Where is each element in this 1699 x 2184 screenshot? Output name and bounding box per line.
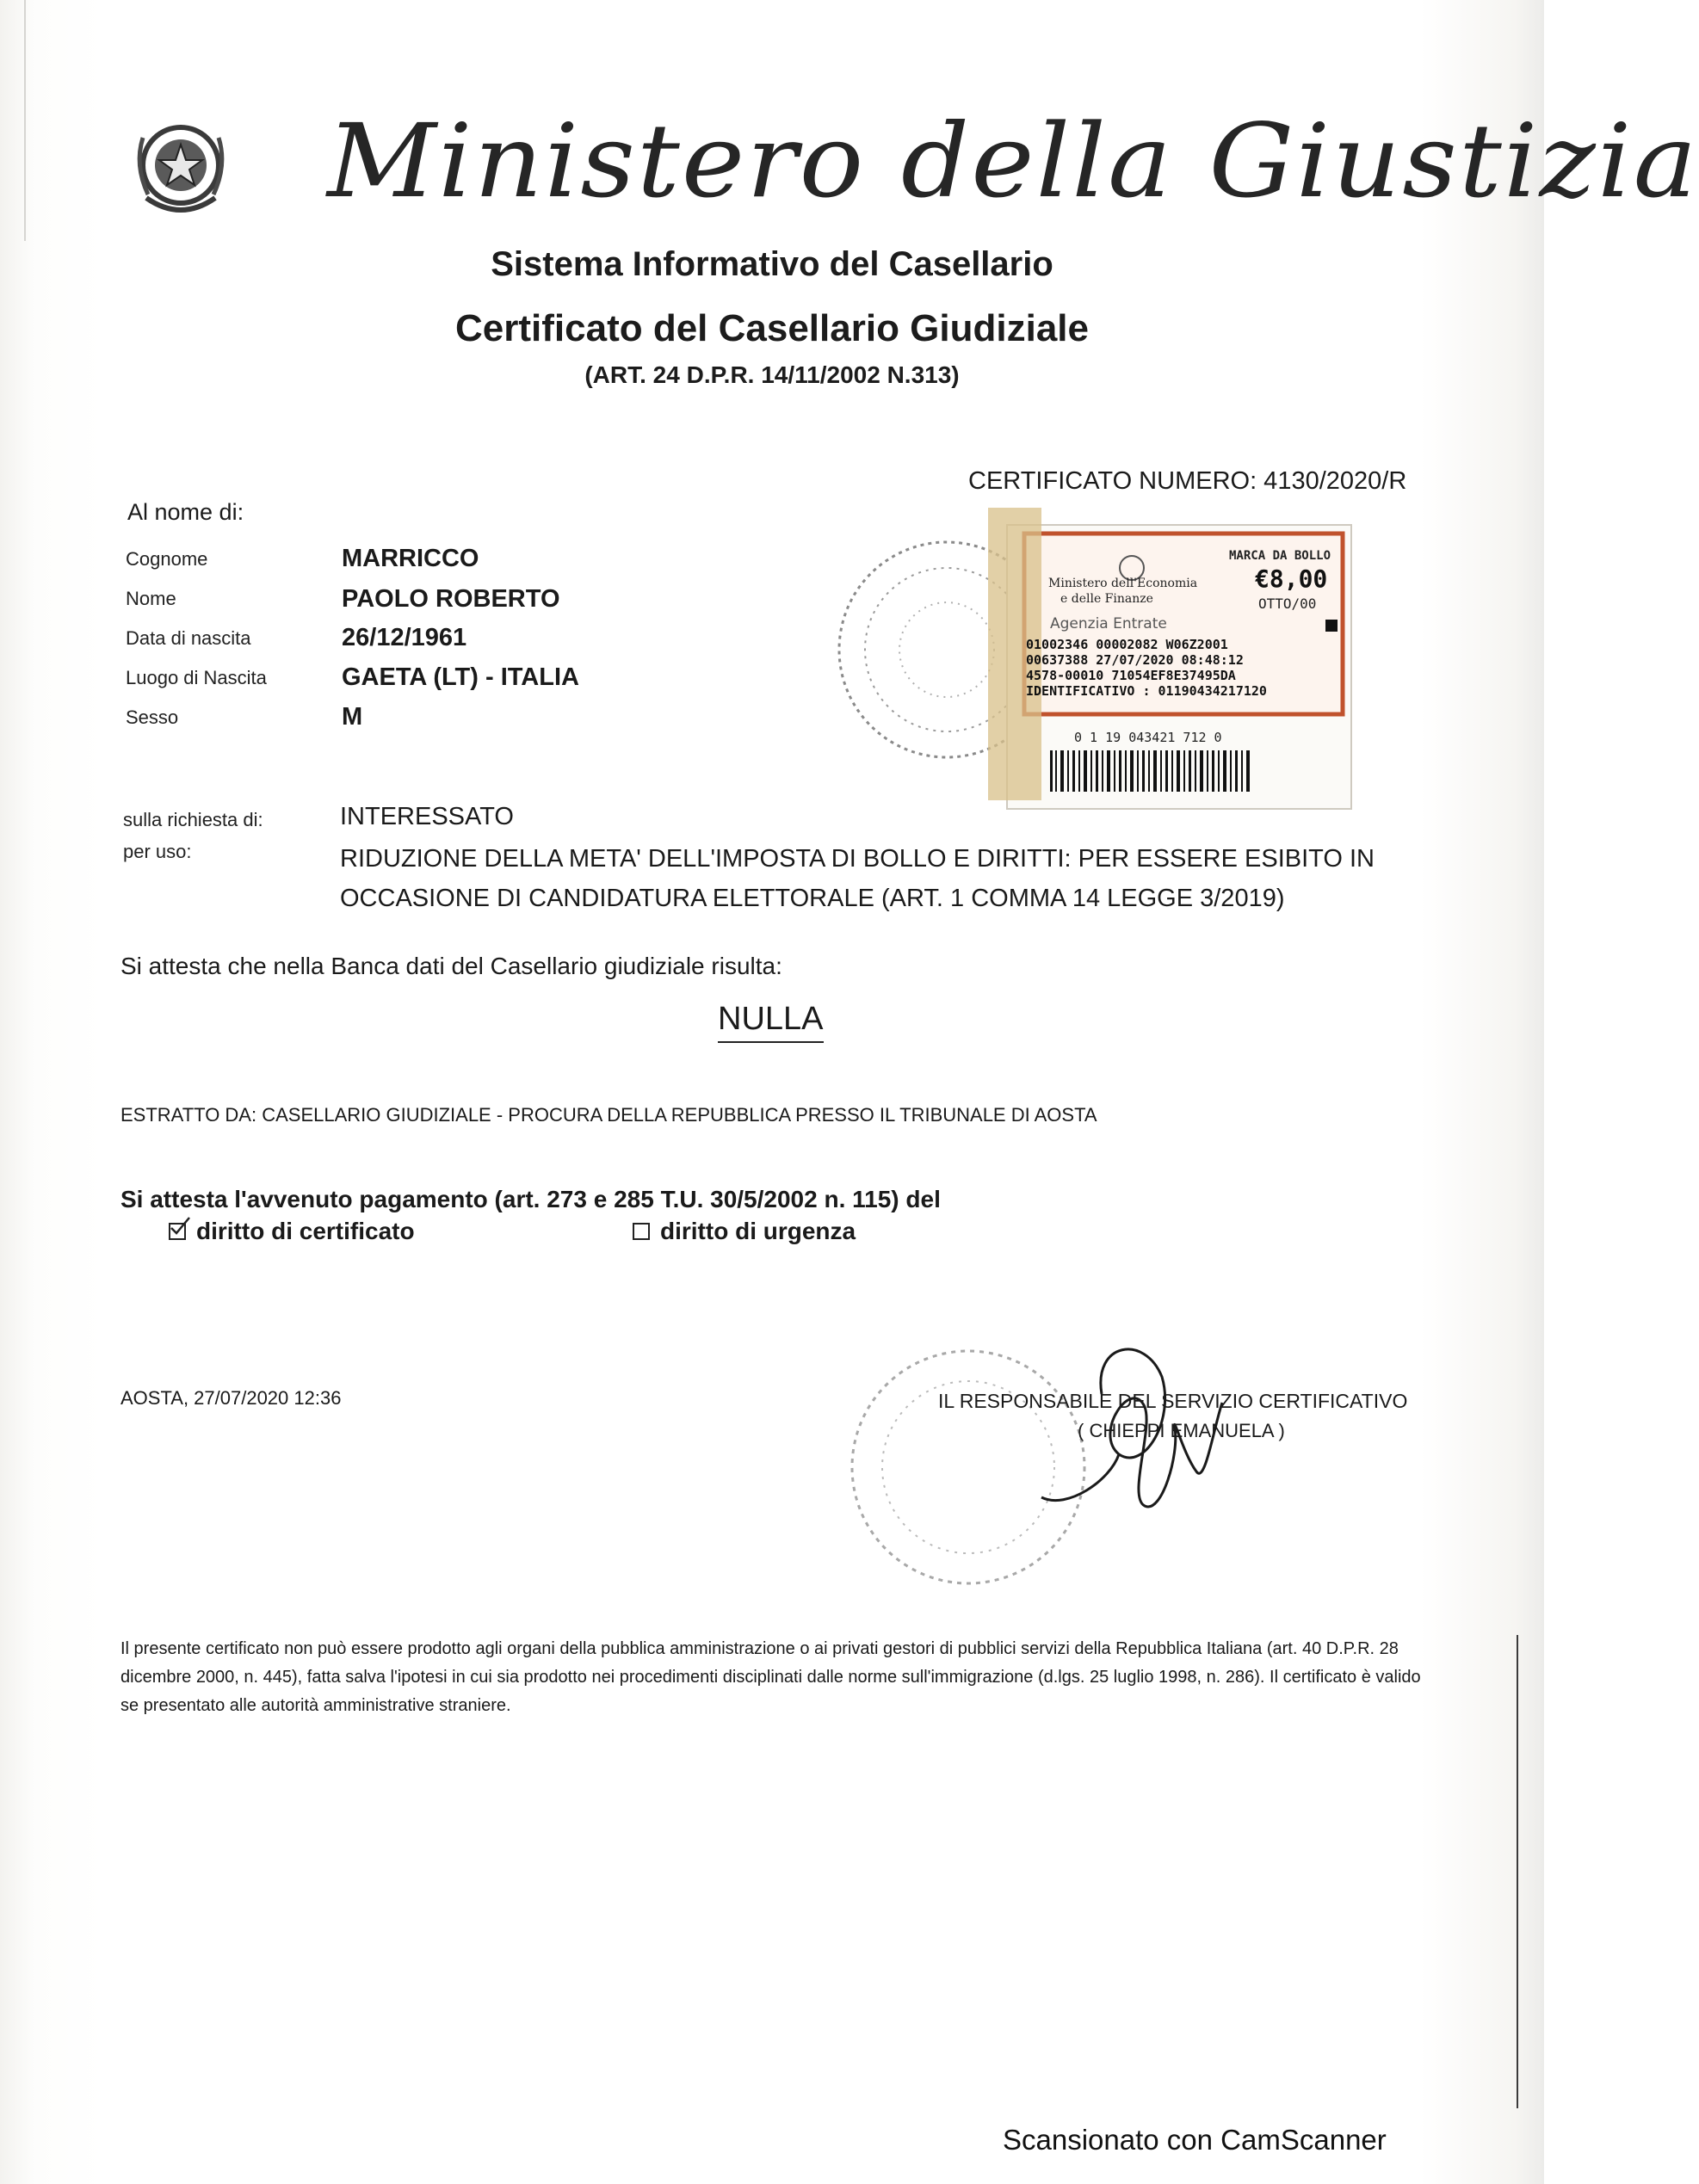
ministry-title: Ministero della Giustizia (327, 102, 1699, 220)
system-title: Sistema Informativo del Casellario (491, 245, 1053, 283)
place-date: AOSTA, 27/07/2020 12:36 (120, 1387, 342, 1409)
requested-by-label: sulla richiesta di: (123, 809, 263, 830)
field-value-name: PAOLO ROBERTO (342, 585, 560, 613)
stamp-code-row2: 00637388 27/07/2020 08:48:12 (1026, 652, 1244, 668)
stamp-code-row3: 4578-00010 71054EF8E37495DA (1026, 668, 1236, 683)
signatory-role: IL RESPONSABILE DEL SERVIZIO CERTIFICATIVO (938, 1390, 1408, 1412)
requested-by-value: INTERESSATO (340, 803, 514, 830)
stamp-issuer-line1: Ministero dell'Economia (1048, 577, 1198, 590)
stamp-amount-words: OTTO/00 (1258, 595, 1317, 612)
result-value: NULLA (718, 1001, 824, 1043)
stamp-barcode-number: 0 1 19 043421 712 0 (1074, 730, 1222, 745)
law-reference: (ART. 24 D.P.R. 14/11/2002 N.313) (584, 361, 960, 388)
certificate-number: CERTIFICATO NUMERO: 4130/2020/R (968, 467, 1407, 495)
extract-source: ESTRATTO DA: CASELLARIO GIUDIZIALE - PROCURA DELLA REPUBBLICA PRESSO IL TRIBUNALE DI AOSTA (120, 1104, 1097, 1126)
signature-seal (835, 1325, 1317, 1609)
use-line-1: RIDUZIONE DELLA META' DELL'IMPOSTA DI BOLLO E DIRITTI: PER ESSERE ESIBITO IN (340, 845, 1375, 873)
payment-option-certificate (169, 1218, 415, 1245)
left-scan-edge (24, 0, 26, 241)
field-value-sex: M (342, 703, 363, 731)
field-value-surname: MARRICCO (342, 545, 479, 572)
revenue-stamp (835, 508, 1368, 809)
stamp-agency: Agenzia Entrate (1050, 615, 1167, 632)
field-label-surname: Cognome (126, 548, 208, 570)
payment-statement: Si attesta l'avvenuto pagamento (art. 273 e 285 T.U. 30/5/2002 n. 115) del (120, 1186, 941, 1212)
use-label: per uso: (123, 841, 192, 862)
certificate-title: Certificato del Casellario Giudiziale (455, 307, 1089, 349)
scanner-watermark: Scansionato con CamScanner (1003, 2124, 1387, 2156)
field-value-birthdate: 26/12/1961 (342, 624, 467, 651)
payment-option-urgency (633, 1218, 856, 1245)
stamp-amount: €8,00 (1255, 565, 1328, 593)
stamp-code-row4: IDENTIFICATIVO : 01190434217120 (1026, 683, 1267, 699)
stamp-title: MARCA DA BOLLO (1229, 549, 1331, 563)
payment-option-certificate-label: diritto di certificato (196, 1218, 415, 1244)
right-scan-edge (1517, 1635, 1518, 2108)
use-line-2: OCCASIONE DI CANDIDATURA ELETTORALE (ART. 1 COMMA 14 LEGGE 3/2019) (340, 885, 1285, 912)
field-label-sex: Sesso (126, 706, 179, 728)
checkbox-checked-icon (169, 1223, 186, 1240)
footer-note: Il presente certificato non può essere prodotto agli organi della pubblica amministrazione o ai privati gestori di pubblici servizi della Repubblica Italiana (art. 40 D.P.R. 28 dicembre 2000, n. 445), fatta salva l'ipotesi in cui sia prodotto nei procedimenti disciplinati dalle norme sull'immigrazione (d.lgs. 25 luglio 1998, n. 286). Il certificato è valido se presentato alle autorità amministrative straniere. (120, 1639, 1421, 1715)
result-statement: Si attesta che nella Banca dati del Casellario giudiziale risulta: (120, 953, 782, 979)
italian-emblem-icon (129, 112, 232, 224)
payment-option-urgency-label: diritto di urgenza (660, 1218, 856, 1244)
stamp-code-row1: 01002346 00002082 W06Z2001 (1026, 637, 1228, 652)
field-value-birthplace: GAETA (LT) - ITALIA (342, 663, 579, 691)
field-label-name: Nome (126, 588, 176, 609)
field-label-birthplace: Luogo di Nascita (126, 667, 267, 688)
stamp-issuer-line2: e delle Finanze (1060, 592, 1153, 606)
checkbox-empty-icon (633, 1223, 650, 1240)
signatory-name: ( CHIEPPI EMANUELA ) (1078, 1420, 1285, 1441)
field-label-birthdate: Data di nascita (126, 627, 251, 649)
person-heading: Al nome di: (127, 499, 244, 525)
